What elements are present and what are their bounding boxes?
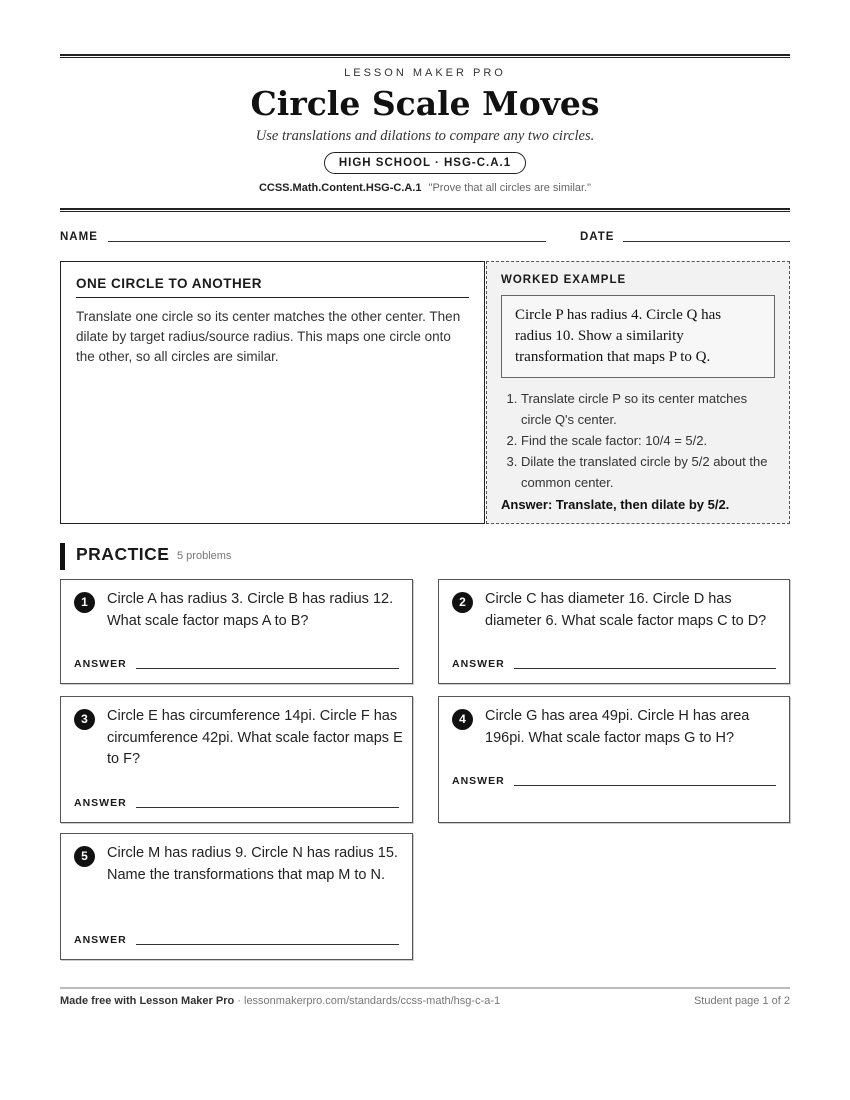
grade-badge: HIGH SCHOOL · HSG-C.A.1 [324,152,526,174]
problem-card [60,833,413,960]
worked-example-title: WORKED EXAMPLE [501,274,627,286]
problem-number: 4 [452,709,473,730]
problem-card [438,579,790,684]
problem-text: Circle M has radius 9. Circle N has radius 15. Name the transformations that map M to N. [107,845,398,883]
worked-step: 1. Translate circle P so its center matches circle Q's center. [521,388,775,430]
answer-line[interactable] [514,785,776,786]
concept-title: ONE CIRCLE TO ANOTHER [76,276,469,298]
page-subtitle: Use translations and dilations to compare any two circles. [255,128,595,144]
practice-heading: PRACTICE [76,544,170,564]
practice-accent-bar [60,543,65,570]
problem-number: 3 [74,709,95,730]
name-field-line[interactable] [108,241,546,242]
footer-credit [60,995,500,1007]
answer-label: ANSWER [74,658,127,670]
standard-line [60,182,790,194]
brand-label: LESSON MAKER PRO [344,67,506,79]
name-label: NAME [60,231,98,243]
problem-card [60,696,413,823]
standard-quote: "Prove that all circles are similar." [428,182,592,194]
footer-made-with: Made free with Lesson Maker Pro [60,995,235,1007]
problem-card [60,579,413,684]
problem-card [438,696,790,823]
practice-count: 5 problems [177,550,232,562]
answer-label: ANSWER [452,658,505,670]
worked-example-box [486,261,790,524]
concept-text: Translate one circle so its center matches the other center. Then dilate by target radius/source radius. This maps one circle onto the other, so all circles are similar. [76,309,461,364]
problem-text: Circle C has diameter 16. Circle D has diameter 6. What scale factor maps C to D? [485,591,767,629]
footer-rule [60,987,790,989]
worked-example-steps [501,388,775,493]
standard-code: CCSS.Math.Content.HSG-C.A.1 [258,182,422,194]
header-bottom-rule [60,208,790,212]
answer-line[interactable] [136,807,399,808]
worked-example-problem: Circle P has radius 4. Circle Q has radius 10. Show a similarity transformation that maps P to Q. [501,295,775,378]
answer-line[interactable] [136,944,399,945]
problem-number: 1 [74,592,95,613]
date-label: DATE [580,231,615,243]
top-rule [60,54,790,58]
problem-text: Circle A has radius 3. Circle B has radius 12. What scale factor maps A to B? [107,591,394,629]
concept-box [60,261,485,524]
problem-text: Circle E has circumference 14pi. Circle F has circumference 42pi. What scale factor maps E to F? [107,708,403,767]
footer-url[interactable]: · lessonmakerpro.com/standards/ccss-math/hsg-c-a-1 [234,995,501,1007]
page-title: Circle Scale Moves [250,84,600,123]
footer-page-number: Student page 1 of 2 [693,995,790,1007]
answer-line[interactable] [136,668,399,669]
problem-number: 2 [452,592,473,613]
answer-label: ANSWER [74,797,127,809]
worked-step: 2. Find the scale factor: 10/4 = 5/2. [521,430,775,451]
problem-text: Circle G has area 49pi. Circle H has area 196pi. What scale factor maps G to H? [485,708,750,746]
answer-label: ANSWER [452,775,505,787]
answer-label: ANSWER [74,934,127,946]
worked-step: 3. Dilate the translated circle by 5/2 about the common center. [521,451,775,493]
worked-example-answer: Answer: Translate, then dilate by 5/2. [501,497,730,512]
problem-number: 5 [74,846,95,867]
date-field-line[interactable] [623,241,790,242]
answer-line[interactable] [514,668,776,669]
